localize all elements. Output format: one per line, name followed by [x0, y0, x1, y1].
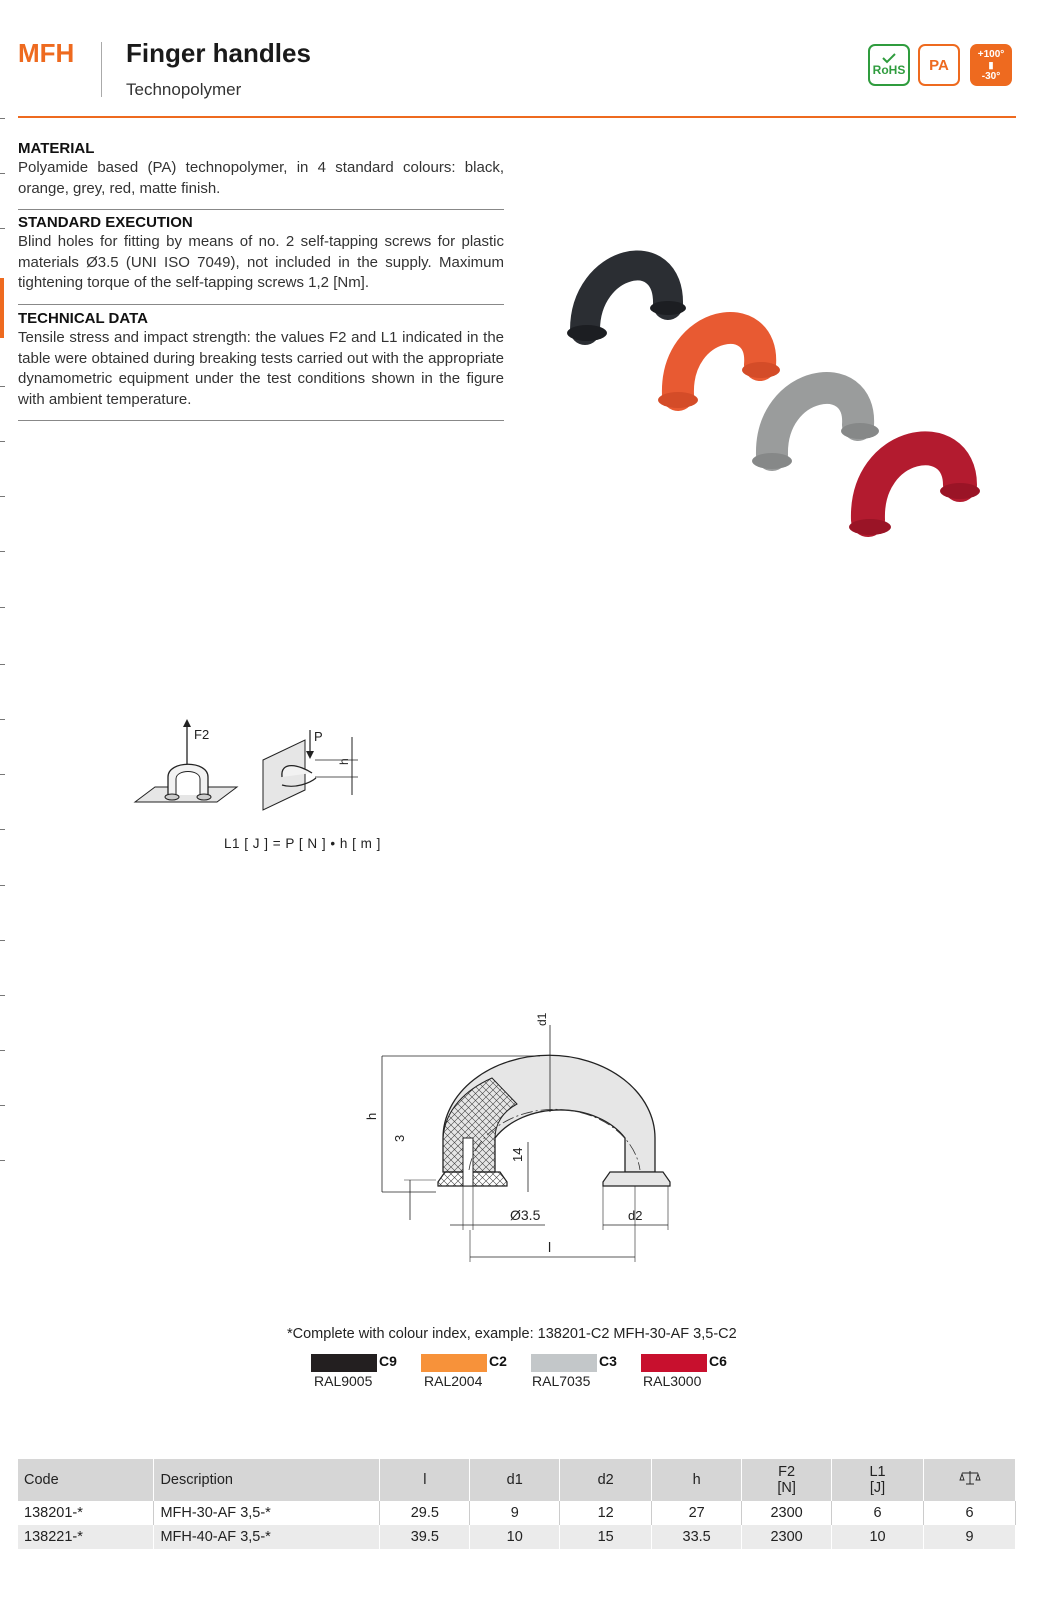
page-tick [0, 173, 5, 174]
dim-14-label: 14 [510, 1147, 525, 1162]
colour-code: C2 [489, 1353, 507, 1369]
cell-d1: 10 [470, 1525, 560, 1549]
impact-formula: L1 [ J ] = P [ N ] • h [ m ] [224, 836, 381, 851]
dim-d2-label: d2 [628, 1208, 643, 1223]
cell-l: 29.5 [380, 1501, 470, 1525]
cell-weight: 6 [924, 1501, 1016, 1525]
temp-max-label: +100° [977, 48, 1005, 60]
page-tick [0, 496, 5, 497]
header-rule [18, 116, 1016, 118]
page-tick [0, 441, 5, 442]
cell-code: 138201-* [18, 1501, 154, 1525]
handle-grey [752, 388, 879, 469]
cell-f2: 2300 [742, 1525, 832, 1549]
section-title: TECHNICAL DATA [18, 310, 148, 327]
handle-black [567, 265, 686, 341]
section-material [18, 140, 504, 199]
page-tick [0, 940, 5, 941]
material-label: PA [929, 56, 949, 74]
colour-ral: RAL3000 [643, 1373, 702, 1389]
cell-l1: 6 [832, 1501, 924, 1525]
colour-ral: RAL2004 [424, 1373, 483, 1389]
section-text: Polyamide based (PA) technopolymer, in 4 standard colours: black, orange, grey, red, matte finish. [18, 159, 504, 197]
scale-icon [959, 1469, 981, 1487]
page-tick [0, 228, 5, 229]
handle-red [849, 448, 980, 535]
page-tick [0, 1105, 5, 1106]
table-header-row [18, 1459, 1016, 1501]
section-technical-data [18, 310, 504, 410]
col-header-code: Code [18, 1459, 154, 1501]
dim-3-label: 3 [392, 1134, 407, 1142]
section-rule [18, 420, 504, 421]
force-label: F2 [194, 727, 210, 742]
page-tick [0, 719, 5, 720]
cell-weight: 9 [924, 1525, 1016, 1549]
page-tick [0, 118, 5, 119]
col-header-weight [924, 1459, 1016, 1501]
colour-code: C9 [379, 1353, 397, 1369]
col-header-d2: d2 [560, 1459, 652, 1501]
material-badge [918, 44, 960, 86]
section-text: Tensile stress and impact strength: the values F2 and L1 indicated in the table were obtained during breaking tests carried out with the appropriate dynamometric equipment under the test conditions shown in the figure with ambient temperature. [18, 329, 504, 408]
page-tick [0, 774, 5, 775]
col-header-l: l [380, 1459, 470, 1501]
page-tick [0, 995, 5, 996]
colour-code: C3 [599, 1353, 617, 1369]
product-code: MFH [18, 38, 75, 68]
dim-h-label: h [364, 1112, 379, 1120]
col-header-l1: L1 [J] [832, 1459, 924, 1501]
rohs-label: RoHS [872, 63, 906, 77]
col-header-description: Description [154, 1459, 380, 1501]
page-tick [0, 885, 5, 886]
temp-min-label: -30° [981, 70, 1001, 82]
load-label: P [314, 729, 323, 744]
col-header-h: h [652, 1459, 742, 1501]
colour-code: C6 [709, 1353, 727, 1369]
page-tick [0, 607, 5, 608]
colour-swatch-c9 [311, 1354, 377, 1372]
colour-ral: RAL7035 [532, 1373, 591, 1389]
page-tick [0, 664, 5, 665]
cell-l1: 10 [832, 1525, 924, 1549]
product-photo [550, 230, 1000, 550]
page-tick [0, 1160, 5, 1161]
col-header-f2: F2 [N] [742, 1459, 832, 1501]
page-tick [0, 1050, 5, 1051]
cell-d2: 15 [560, 1525, 652, 1549]
section-marker [0, 278, 4, 338]
section-rule [18, 304, 504, 305]
header-divider [101, 42, 102, 97]
cell-h: 33.5 [652, 1525, 742, 1549]
dim-d1-label: d1 [535, 1012, 549, 1026]
height-label: h [337, 758, 351, 765]
colour-swatch-c2 [421, 1354, 487, 1372]
page-subtitle: Technopolymer [126, 80, 242, 99]
section-rule [18, 209, 504, 210]
cell-description: MFH-30-AF 3,5-* [154, 1501, 380, 1525]
checkmark-icon [882, 53, 896, 63]
handle-orange [658, 328, 780, 408]
cell-description: MFH-40-AF 3,5-* [154, 1525, 380, 1549]
test-figure [130, 715, 380, 815]
cell-code: 138221-* [18, 1525, 154, 1549]
colour-ral: RAL9005 [314, 1373, 373, 1389]
table-row [18, 1501, 1016, 1525]
cell-f2: 2300 [742, 1501, 832, 1525]
rohs-badge [868, 44, 910, 86]
page-tick [0, 386, 5, 387]
technical-drawing [360, 1012, 690, 1270]
page-tick [0, 551, 5, 552]
cell-d2: 12 [560, 1501, 652, 1525]
thermometer-icon: ▮ [988, 59, 994, 70]
page-tick [0, 829, 5, 830]
cell-d1: 9 [470, 1501, 560, 1525]
cell-h: 27 [652, 1501, 742, 1525]
dim-hole-label: Ø3.5 [510, 1207, 541, 1223]
temperature-badge [970, 44, 1012, 86]
product-table [18, 1459, 1016, 1549]
page-title: Finger handles [126, 38, 311, 68]
table-row [18, 1525, 1016, 1549]
colour-swatch-c3 [531, 1354, 597, 1372]
dim-l-label: l [548, 1239, 552, 1255]
section-title: STANDARD EXECUTION [18, 214, 193, 231]
section-text: Blind holes for fitting by means of no. 2 self-tapping screws for plastic materials Ø3.5 (UNI ISO 7049), not included in the supply. Maximum tightening torque of the self-tapping screws 1,2 [Nm]. [18, 233, 504, 291]
section-standard-execution [18, 214, 504, 294]
col-header-d1: d1 [470, 1459, 560, 1501]
colour-index-note: *Complete with colour index, example: 138201-C2 MFH-30-AF 3,5-C2 [287, 1326, 737, 1342]
colour-swatch-c6 [641, 1354, 707, 1372]
cell-l: 39.5 [380, 1525, 470, 1549]
section-title: MATERIAL [18, 140, 95, 157]
